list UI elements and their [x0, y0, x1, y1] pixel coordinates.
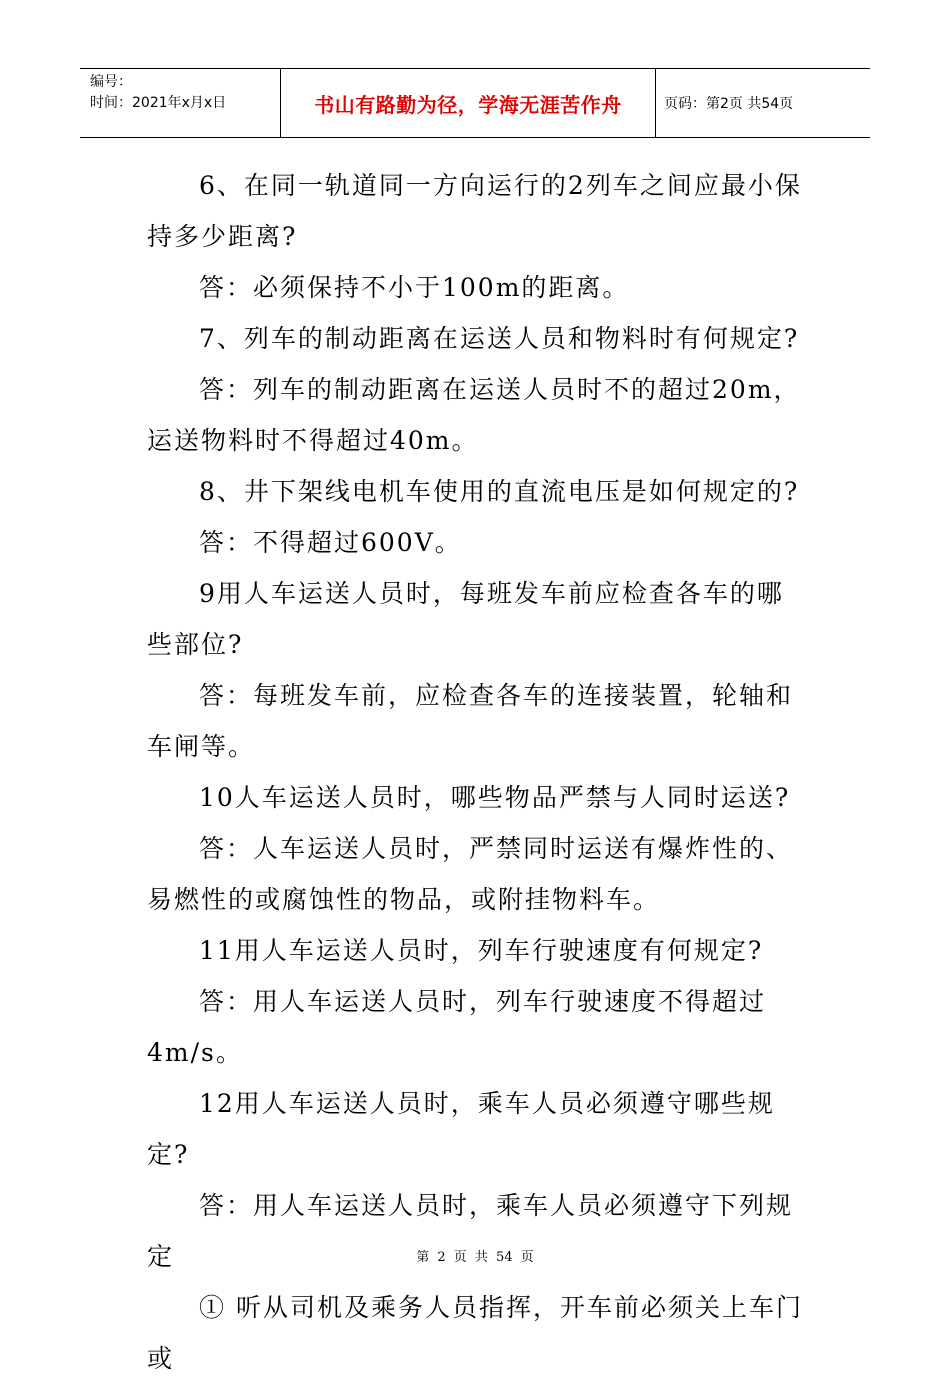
question-8: 8、井下架线电机车使用的直流电压是如何规定的?	[199, 477, 800, 506]
question-11: 11用人车运送人员时，列车行驶速度有何规定?	[199, 936, 764, 965]
question-6: 6、在同一轨道同一方向运行的2列车之间应最小保持多少距离?	[147, 171, 802, 251]
question-9: 9用人车运送人员时，每班发车前应检查各车的哪些部位?	[147, 579, 784, 659]
answer-8: 答：不得超过600V。	[199, 528, 462, 557]
header-motto: 书山有路勤为径，学海无涯苦作舟	[281, 69, 656, 137]
document-time-label: 时间：2021年x月x日	[90, 95, 227, 111]
header-meta	[80, 69, 281, 137]
answer-10: 答：人车运送人员时，严禁同时运送有爆炸性的、易燃性的或腐蚀性的物品，或附挂物料车。	[147, 834, 794, 914]
answer-6: 答：必须保持不小于100m的距离。	[199, 273, 630, 302]
document-body	[147, 160, 809, 1384]
page-footer: 第 2 页 共 54 页	[416, 1250, 534, 1265]
answer-9: 答：每班发车前，应检查各车的连接装置，轮轴和车闸等。	[147, 681, 794, 761]
rule-item-1: ① 听从司机及乘务人员指挥，开车前必须关上车门或	[147, 1293, 803, 1373]
question-10: 10人车运送人员时，哪些物品严禁与人同时运送?	[199, 783, 791, 812]
answer-7: 答：列车的制动距离在运送人员时不的超过20m，运送物料时不得超过40m。	[147, 375, 801, 455]
page-header	[80, 68, 870, 138]
question-12: 12用人车运送人员时，乘车人员必须遵守哪些规定?	[147, 1089, 775, 1169]
answer-12: 答：用人车运送人员时，乘车人员必须遵守下列规定	[147, 1191, 794, 1271]
document-number-label: 编号：	[90, 74, 132, 90]
answer-11: 答：用人车运送人员时，列车行驶速度不得超过4m/s。	[147, 987, 767, 1067]
question-7: 7、列车的制动距离在运送人员和物料时有何规定?	[199, 324, 800, 353]
header-page-info: 页码：第2页 共54页	[664, 96, 794, 112]
